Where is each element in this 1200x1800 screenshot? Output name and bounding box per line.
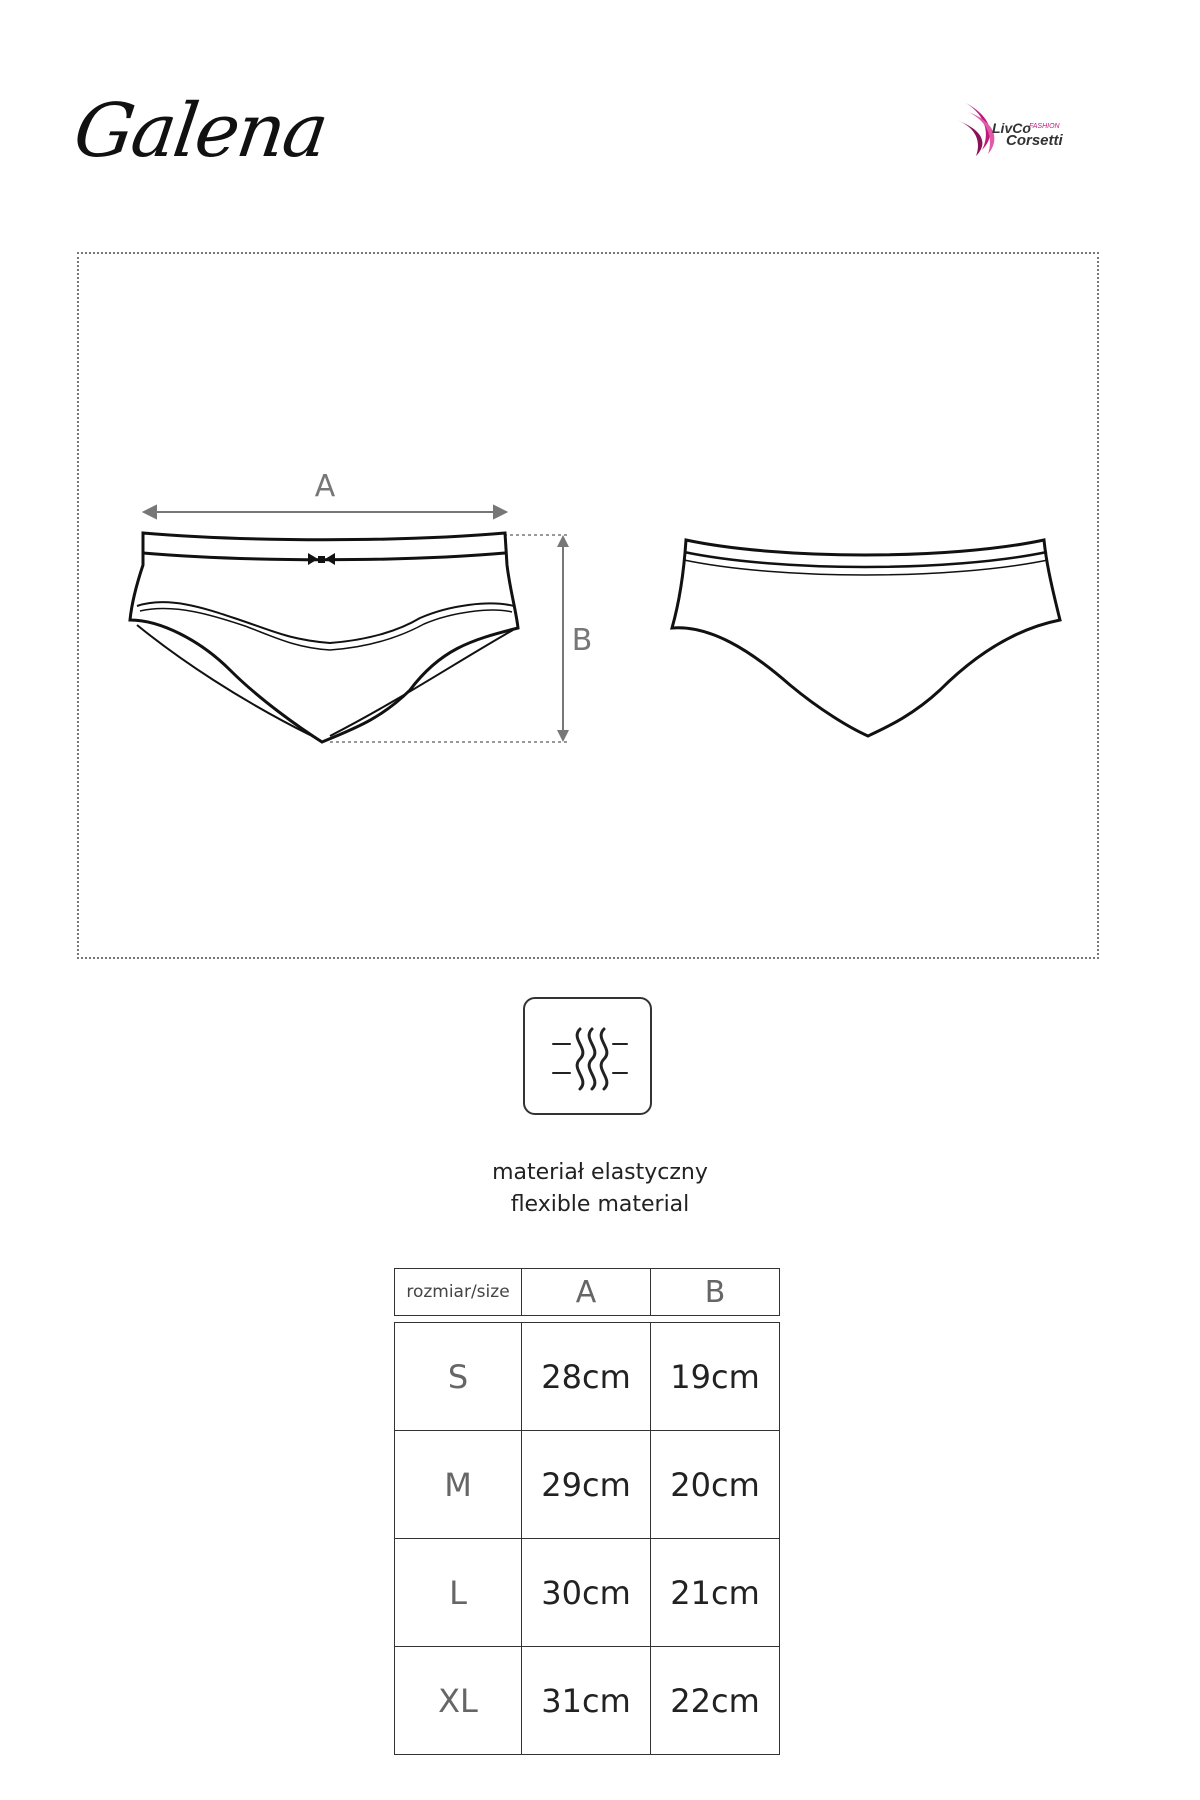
feature-label-pl: materiał elastyczny (492, 1160, 708, 1185)
size-table-header (394, 1268, 780, 1316)
stretch-wave-icon (523, 997, 652, 1115)
brand-name-fashion: FASHION (1029, 123, 1060, 130)
b-cell: 19cm (651, 1323, 780, 1431)
table-row (395, 1323, 780, 1431)
size-cell: XL (395, 1647, 522, 1755)
size-cell: S (395, 1323, 522, 1431)
dimension-b-label: B (571, 623, 593, 658)
a-cell: 31cm (522, 1647, 651, 1755)
table-row (395, 1647, 780, 1755)
table-row (395, 1539, 780, 1647)
size-cell: M (395, 1431, 522, 1539)
brand-name-livco: LivCo (992, 120, 1031, 136)
header-b: B (651, 1269, 780, 1316)
a-cell: 28cm (522, 1323, 651, 1431)
b-cell: 22cm (651, 1647, 780, 1755)
product-title: Galena (68, 88, 332, 174)
dimension-a-arrow (144, 506, 506, 518)
b-cell: 21cm (651, 1539, 780, 1647)
header-size: rozmiar/size (395, 1269, 522, 1316)
back-view-briefs (672, 540, 1060, 736)
dimension-a-label: A (314, 469, 336, 504)
a-cell: 30cm (522, 1539, 651, 1647)
a-cell: 29cm (522, 1431, 651, 1539)
wave-lines-icon (525, 999, 650, 1113)
b-cell: 20cm (651, 1431, 780, 1539)
size-cell: L (395, 1539, 522, 1647)
size-table (394, 1322, 780, 1755)
brand-name-corsetti: Corsetti (1006, 132, 1063, 149)
front-view-briefs (130, 533, 518, 742)
table-row (395, 1431, 780, 1539)
feature-label-en: flexible material (510, 1192, 690, 1217)
header-a: A (522, 1269, 651, 1316)
